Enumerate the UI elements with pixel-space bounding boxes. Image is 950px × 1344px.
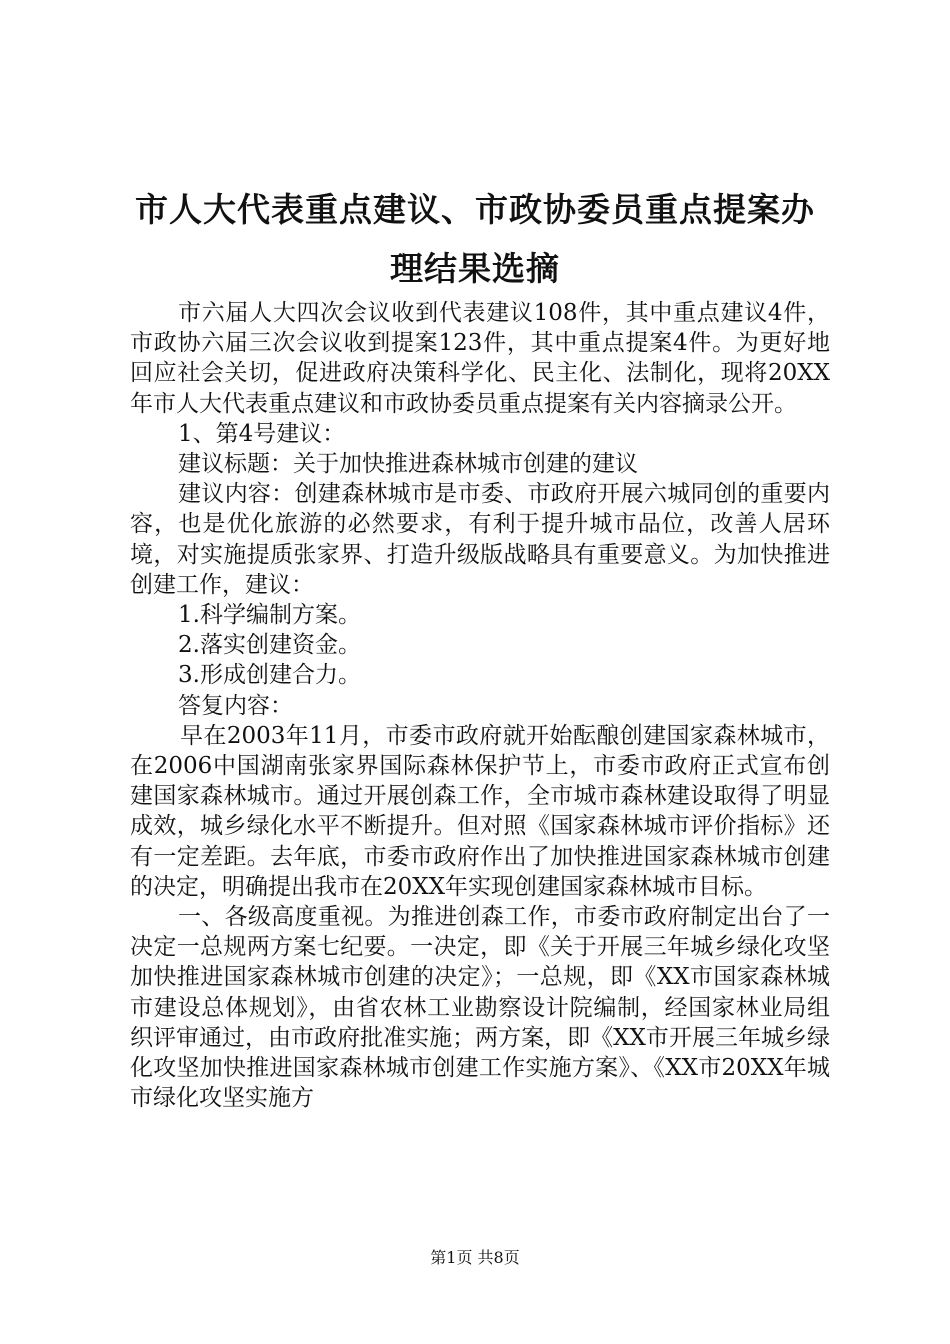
proposal-item-1: 1.科学编制方案。	[178, 602, 361, 629]
reply-heading: 答复内容：	[178, 692, 293, 719]
proposal-content: 建议内容：创建森林城市是市委、市政府开展六城同创的重要内容，也是优化旅游的必然要求，有利于提升城市品位，改善人居环境，对实施提质张家界、打造升级版战略具有重要意义。为加快推进创建工作，建议：	[130, 481, 830, 598]
proposal-item-2: 2.落实创建资金。	[178, 632, 361, 659]
document-title-line-2: 理结果选摘	[390, 249, 560, 288]
document-title-line-1: 市人大代表重点建议、市政协委员重点提案办	[135, 190, 815, 229]
page-number-footer: 第1页 共8页	[430, 1248, 520, 1267]
intro-paragraph: 市六届人大四次会议收到代表建议108件，其中重点建议4件，市政协六届三次会议收到提案123件，其中重点提案4件。为更好地回应社会关切，促进政府决策科学化、民主化、法制化，现将20XX年市人大代表重点建议和市政协委员重点提案有关内容摘录公开。	[130, 300, 830, 417]
proposal-title: 建议标题：关于加快推进森林城市创建的建议	[178, 451, 638, 478]
proposal-item-3: 3.形成创建合力。	[178, 662, 361, 689]
proposal-number: 1、第4号建议：	[178, 420, 346, 447]
document-body	[130, 298, 830, 1113]
reply-paragraph: 早在2003年11月，市委市政府就开始酝酿创建国家森林城市，在2006中国湖南张家界国际森林保护节上，市委市政府正式宣布创建国家森林城市。通过开展创森工作，全市城市森林建设取得了明显成效，城乡绿化水平不断提升。但对照《国家森林城市评价指标》还有一定差距。去年底，市委市政府作出了加快推进国家森林城市创建的决定，明确提出我市在20XX年实现创建国家森林城市目标。	[130, 722, 830, 900]
reply-section-1: 一、各级高度重视。为推进创森工作，市委市政府制定出台了一决定一总规两方案七纪要。一决定，即《关于开展三年城乡绿化攻坚加快推进国家森林城市创建的决定》；一总规，即《XX市国家森林城市建设总体规划》，由省农林工业勘察设计院编制，经国家林业局组织评审通过，由市政府批准实施；两方案，即《XX市开展三年城乡绿化攻坚加快推进国家森林城市创建工作实施方案》、《XX市20XX年城市绿化攻坚实施方	[130, 904, 830, 1112]
